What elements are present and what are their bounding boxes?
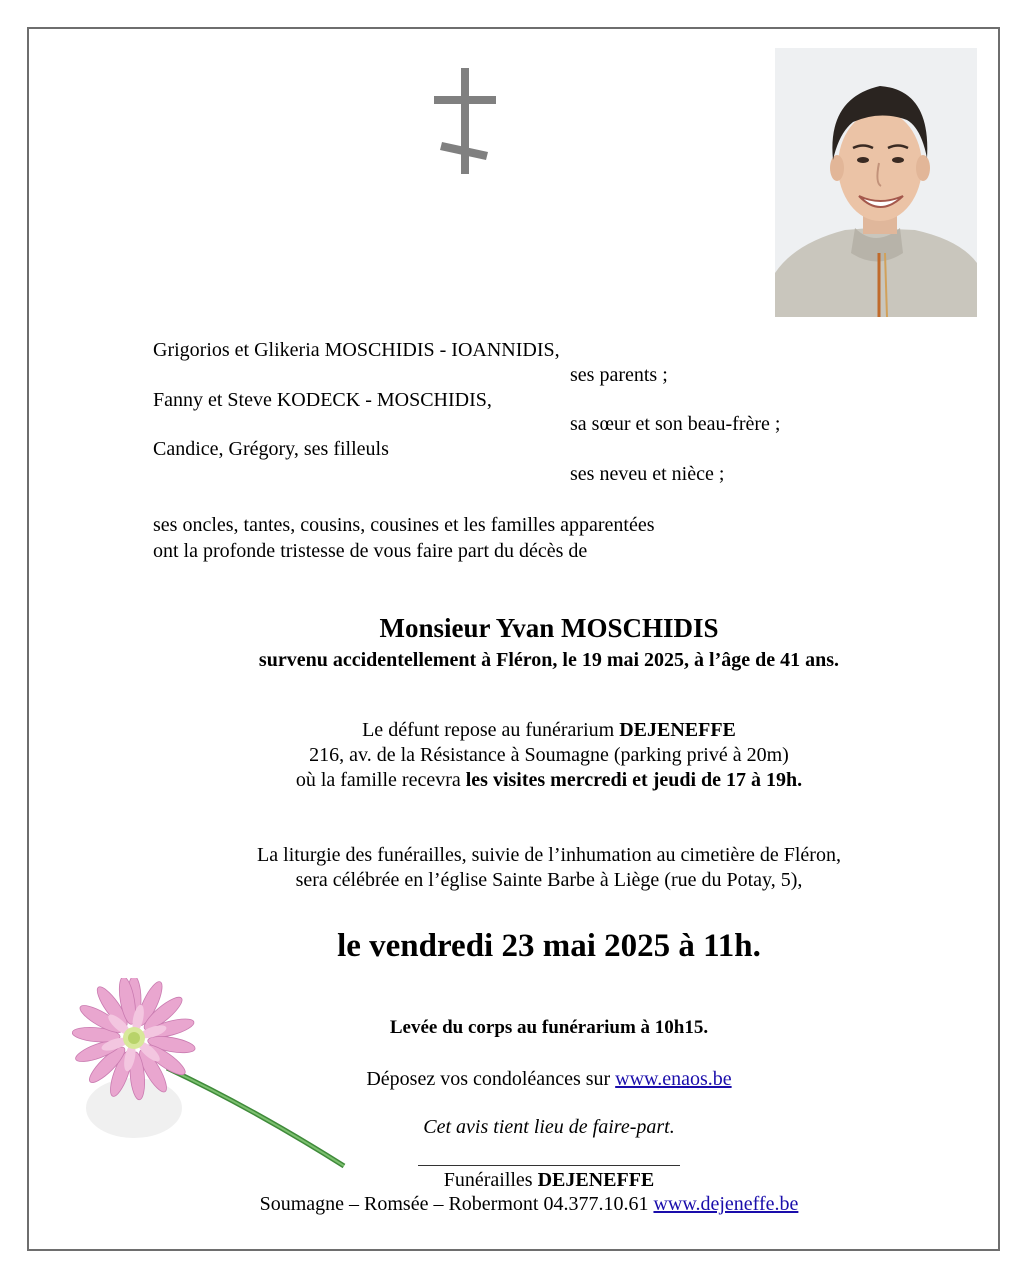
flower-icon: [72, 978, 362, 1178]
footer-locations: Soumagne – Romsée – Robermont 04.377.10.61: [259, 1193, 654, 1215]
footer-website-link[interactable]: www.dejeneffe.be: [653, 1193, 799, 1215]
family-sister: Fanny et Steve KODECK - MOSCHIDIS,: [153, 389, 492, 411]
visiting-hours: les visites mercredi et jeudi de 17 à 19h.: [465, 769, 803, 791]
visitation-text: où la famille recevra: [295, 769, 466, 791]
portrait-photo: [775, 48, 977, 317]
footer-company-name: DEJENEFFE: [537, 1169, 655, 1191]
visitation-line-3: [0, 768, 1029, 792]
liturgy-line-2: sera célébrée en l’église Sainte Barbe à Liège (rue du Potay, 5),: [295, 869, 803, 891]
notice-text: Cet avis tient lieu de faire-part.: [423, 1116, 675, 1138]
relation-godchildren: ses neveu et nièce ;: [570, 463, 725, 485]
footer-contact: [0, 1192, 1029, 1216]
family-extended: ses oncles, tantes, cousins, cousines et les familles apparentées: [153, 514, 655, 536]
funeral-date: le vendredi 23 mai 2025 à 11h.: [337, 928, 761, 964]
liturgy-line-1: La liturgie des funérailles, suivie de l’inhumation au cimetière de Fléron,: [257, 844, 841, 866]
condolences-text: Déposez vos condoléances sur: [366, 1068, 616, 1090]
relation-parents: ses parents ;: [570, 364, 668, 386]
footer-divider: [418, 1165, 680, 1166]
death-details: survenu accidentellement à Fléron, le 19 mai 2025, à l’âge de 41 ans.: [258, 649, 840, 671]
visitation-line-1: [0, 718, 1029, 742]
visitation-text: Le défunt repose au funérarium: [362, 719, 620, 741]
condolences-link[interactable]: www.enaos.be: [615, 1068, 732, 1090]
footer-company-text: Funérailles: [443, 1169, 538, 1191]
family-godchildren: Candice, Grégory, ses filleuls: [153, 438, 389, 460]
funeral-home-name: DEJENEFFE: [619, 719, 736, 741]
announcement-line: ont la profonde tristesse de vous faire part du décès de: [153, 540, 588, 562]
relation-sister: sa sœur et son beau-frère ;: [570, 413, 781, 435]
family-parents: Grigorios et Glikeria MOSCHIDIS - IOANNIDIS,: [153, 339, 560, 361]
orthodox-cross-icon: [432, 68, 498, 174]
visitation-address: 216, av. de la Résistance à Soumagne (parking privé à 20m): [309, 744, 789, 766]
deceased-name: Monsieur Yvan MOSCHIDIS: [379, 613, 719, 643]
levee-du-corps: Levée du corps au funérarium à 10h15.: [389, 1017, 709, 1038]
